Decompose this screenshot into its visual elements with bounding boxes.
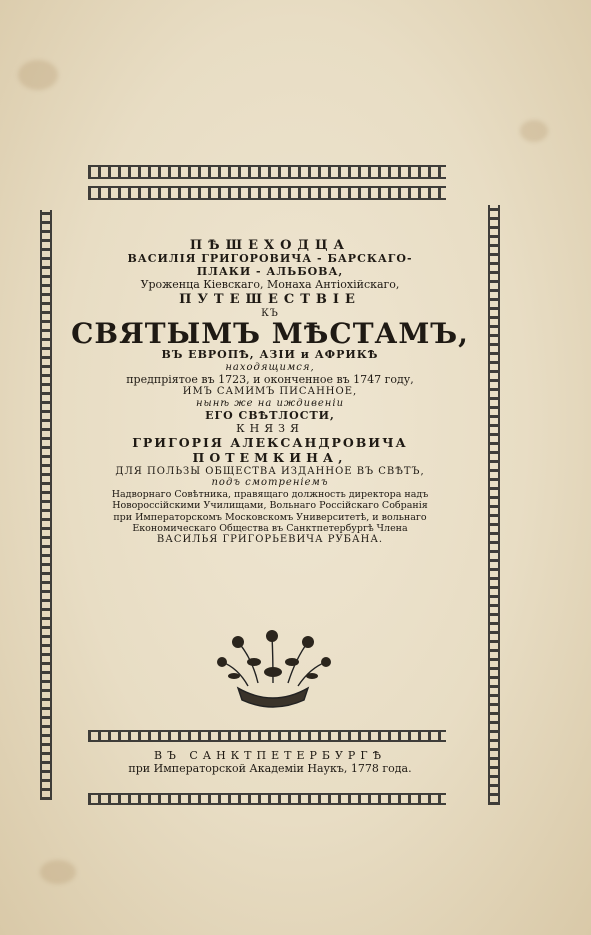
title-line: подъ смотреніемъ — [211, 477, 329, 489]
title-line: ПУТЕШЕСТВІЕ — [179, 292, 361, 308]
top-ornament-band — [88, 186, 446, 200]
title-line: Уроженца Кіевскаго, Монаха Антіохійскаго, — [140, 278, 400, 292]
imprint-ornament-band — [88, 730, 446, 742]
title-line: ВЪ ЕВРОПѢ, АЗІИ и АФРИКѢ — [161, 347, 379, 361]
title-line: ВАСИЛЬЯ ГРИГОРЬЕВИЧА РУБАНА. — [156, 533, 384, 545]
foxing-spot — [520, 120, 548, 142]
title-line: ИМЪ САМИМЪ ПИСАННОЕ, — [182, 386, 358, 398]
bottom-ornament-band — [88, 793, 446, 805]
title-line: ЕГО СВѢТЛОСТИ, — [205, 409, 335, 423]
title-line: ПОТЕМКИНА, — [192, 449, 348, 465]
title-line: КЪ — [261, 307, 279, 319]
title-line: ПЛАКИ - АЛЬБОВА, — [196, 265, 344, 279]
title-line: предпріятое въ 1723, и оконченное въ 1747 году, — [126, 372, 414, 386]
title-line: ГРИГОРІЯ АЛЕКСАНДРОВИЧА — [132, 435, 408, 451]
left-ornament-border — [40, 210, 52, 800]
foxing-spot — [40, 860, 76, 884]
title-line: находящимся, — [225, 361, 315, 373]
title-line: Новороссійскими Училищами, Вольнаго Россійскаго Собранія — [112, 500, 428, 512]
title-line: ДЛЯ ПОЛЬЗЫ ОБЩЕСТВА ИЗДАННОЕ ВЪ СВѢТЪ, — [115, 465, 425, 477]
top-ornament-band — [88, 165, 446, 179]
imprint-block — [60, 750, 480, 776]
title-line: ВАСИЛІЯ ГРИГОРОВИЧА - БАРСКАГО- — [127, 252, 413, 266]
imprint-publisher: при Императорской Академіи Наукъ, 1778 года. — [128, 761, 412, 775]
title-line: при Императорскомъ Московскомъ Университетѣ, и вольнаго — [113, 511, 427, 523]
foxing-spot — [18, 60, 58, 90]
title-line: Надворнаго Совѣтника, правящаго должность директора надъ — [111, 489, 429, 501]
imprint-city: ВЪ САНКТПЕТЕРБУРГѢ — [154, 749, 386, 762]
title-text-block — [60, 238, 480, 546]
title-line: ПѢШЕХОДЦА — [189, 238, 351, 253]
title-line: Економическаго Общества въ Санктпетербургѣ Члена — [132, 522, 408, 534]
right-ornament-border — [488, 205, 500, 805]
main-title: СВЯТЫМЪ МѢСТАМЪ, — [71, 317, 469, 351]
flower-basket-vignette — [208, 628, 338, 710]
title-line: нынѣ же на иждивеніи — [195, 398, 345, 410]
title-line: КНЯЗЯ — [236, 422, 304, 436]
